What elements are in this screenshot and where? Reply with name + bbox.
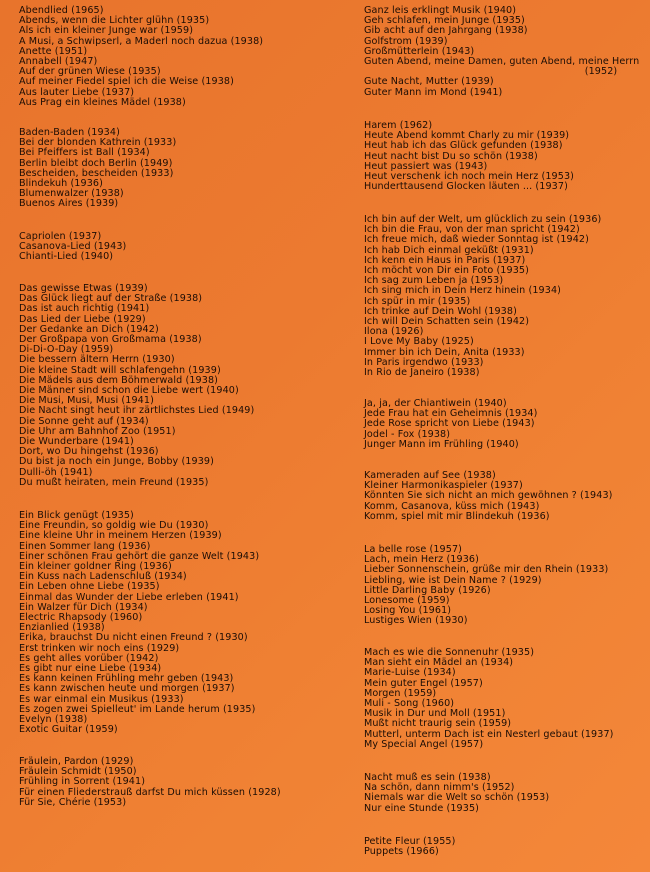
song-title: Ich hab Dich einmal geküßt (1931) bbox=[364, 244, 534, 256]
song-title: Di-Di-O-Day (1959) bbox=[19, 344, 114, 356]
song-title: Ilona (1926) bbox=[364, 326, 424, 338]
song-title: Aus lauter Liebe (1937) bbox=[19, 86, 135, 98]
song-title: Es kann zwischen heute und morgen (1937) bbox=[19, 683, 235, 695]
song-title: Ein Blick genügt (1935) bbox=[19, 510, 134, 521]
song-title: Fräulein Schmidt (1950) bbox=[19, 766, 137, 778]
song-title: Ich möcht von Dir ein Foto (1935) bbox=[364, 265, 529, 277]
song-title: Für Sie, Chérie (1953) bbox=[19, 796, 127, 808]
song-title: Geh schlafen, mein Junge (1935) bbox=[364, 15, 525, 27]
song-title: Golfstrom (1939) bbox=[364, 35, 448, 47]
song-title: Heute Abend kommt Charly zu mir (1939) bbox=[364, 130, 570, 142]
song-title: Guten Abend, meine Damen, guten Abend, meine Herrn bbox=[364, 56, 640, 68]
song-title: Gute Nacht, Mutter (1939) bbox=[364, 76, 494, 88]
song-title: Jede Rose spricht von Liebe (1943) bbox=[364, 418, 535, 430]
song-title: Muli - Song (1960) bbox=[364, 698, 455, 710]
song-title: Heut verschenk ich noch mein Herz (1953) bbox=[364, 171, 574, 183]
song-title: Ich sag zum Leben ja (1953) bbox=[364, 275, 504, 287]
song-title: Mußt nicht traurig sein (1959) bbox=[364, 718, 512, 730]
song-title: Capriolen (1937) bbox=[19, 231, 102, 242]
song-title-continuation: (1952) bbox=[584, 66, 618, 78]
song-title: Es kann keinen Frühling mehr geben (1943) bbox=[19, 673, 234, 685]
song-title: Aus Prag ein kleines Mädel (1938) bbox=[19, 96, 186, 108]
song-title: Komm, spiel mit mir Blindekuh (1936) bbox=[364, 510, 550, 522]
song-title: Losing You (1961) bbox=[364, 605, 452, 617]
song-title: Electric Rhapsody (1960) bbox=[19, 612, 143, 624]
song-title: Marie-Luise (1934) bbox=[364, 667, 456, 679]
song-title: Abends, wenn die Lichter glühn (1935) bbox=[19, 15, 210, 27]
song-title: Ein Walzer für Dich (1934) bbox=[19, 601, 148, 613]
song-title: Little Darling Baby (1926) bbox=[364, 584, 491, 596]
song-title: Petite Fleur (1955) bbox=[364, 836, 456, 847]
song-title: Puppets (1966) bbox=[364, 846, 439, 858]
song-title: Der Großpapa von Großmama (1938) bbox=[19, 334, 202, 346]
song-group bbox=[364, 773, 549, 814]
song-title: Jodel - Fox (1938) bbox=[364, 428, 451, 440]
song-title: Eine Freundin, so goldig wie Du (1930) bbox=[19, 520, 209, 532]
song-title: In Rio de Janeiro (1938) bbox=[364, 367, 480, 379]
song-title: Großmütterlein (1943) bbox=[364, 45, 475, 57]
song-title: Exotic Guitar (1959) bbox=[19, 724, 118, 736]
song-title: Als ich ein kleiner Junge war (1959) bbox=[19, 25, 194, 37]
song-group bbox=[19, 284, 254, 488]
song-title: Ganz leis erklingt Musik (1940) bbox=[364, 5, 517, 16]
song-title: Die Wunderbare (1941) bbox=[19, 436, 134, 448]
song-title: Nur eine Stunde (1935) bbox=[364, 802, 480, 814]
song-title: I Love My Baby (1925) bbox=[364, 336, 474, 348]
song-title: Einmal das Wunder der Liebe erleben (1941) bbox=[19, 591, 239, 603]
song-title: Musik in Dur und Moll (1951) bbox=[364, 708, 506, 720]
song-title: Auf der grünen Wiese (1935) bbox=[19, 66, 161, 78]
song-title: Die kleine Stadt will schlafengehn (1939) bbox=[19, 364, 221, 376]
song-title: Bei Pfeiffers ist Ball (1934) bbox=[19, 147, 150, 159]
song-title: Junger Mann im Frühling (1940) bbox=[364, 438, 519, 450]
song-title: Hunderttausend Glocken läuten ... (1937) bbox=[364, 181, 568, 193]
song-title: Du mußt heiraten, mein Freund (1935) bbox=[19, 476, 209, 488]
song-title: Evelyn (1938) bbox=[19, 714, 88, 726]
song-group bbox=[364, 6, 639, 98]
song-group bbox=[364, 399, 537, 450]
song-title: Heut nacht bist Du so schön (1938) bbox=[364, 150, 538, 162]
song-title: Kameraden auf See (1938) bbox=[364, 470, 496, 481]
song-title: Das ist auch richtig (1941) bbox=[19, 303, 150, 315]
song-title: Chianti-Lied (1940) bbox=[19, 251, 114, 263]
song-title: Blindekuh (1936) bbox=[19, 178, 103, 190]
song-title: Ich kenn ein Haus in Paris (1937) bbox=[364, 254, 526, 266]
song-title: Lonesome (1959) bbox=[364, 595, 450, 607]
song-title: Ein Leben ohne Liebe (1935) bbox=[19, 581, 160, 593]
song-title: Ich spür in mir (1935) bbox=[364, 295, 471, 307]
song-title: Heut hab ich das Glück gefunden (1938) bbox=[364, 140, 563, 152]
song-title: Kleiner Harmonikaspieler (1937) bbox=[364, 480, 523, 492]
song-group bbox=[364, 471, 613, 522]
song-title: Auf meiner Fiedel spiel ich die Weise (1938) bbox=[19, 76, 234, 88]
song-title: Das Lied der Liebe (1929) bbox=[19, 313, 146, 325]
song-title: Ich trinke auf Dein Wohl (1938) bbox=[364, 305, 517, 317]
song-title: Der Gedanke an Dich (1942) bbox=[19, 323, 159, 335]
song-title: Immer bin ich Dein, Anita (1933) bbox=[364, 346, 525, 358]
song-group bbox=[19, 511, 259, 735]
song-title: Anette (1951) bbox=[19, 45, 88, 57]
song-title: Mach es wie die Sonnenuhr (1935) bbox=[364, 647, 535, 658]
song-title: In Paris irgendwo (1933) bbox=[364, 356, 484, 368]
song-title: Buenos Aires (1939) bbox=[19, 198, 119, 210]
song-title: Abendlied (1965) bbox=[19, 5, 104, 16]
song-title: Liebling, wie ist Dein Name ? (1929) bbox=[364, 574, 542, 586]
song-title: Bei der blonden Kathrein (1933) bbox=[19, 137, 177, 149]
song-title: Bescheiden, bescheiden (1933) bbox=[19, 167, 174, 179]
song-title: Guter Mann im Mond (1941) bbox=[364, 86, 503, 98]
song-title: Erika, brauchst Du nicht einen Freund ? (1930) bbox=[19, 632, 248, 644]
song-title: Annabell (1947) bbox=[19, 56, 98, 68]
song-title: Fräulein, Pardon (1929) bbox=[19, 756, 134, 767]
song-title: Einen Sommer lang (1936) bbox=[19, 540, 151, 552]
song-title: Morgen (1959) bbox=[364, 687, 437, 699]
song-title: Es gibt nur eine Liebe (1934) bbox=[19, 663, 162, 675]
song-group bbox=[19, 128, 176, 210]
song-group bbox=[364, 545, 608, 627]
song-title: Die Uhr am Bahnhof Zoo (1951) bbox=[19, 425, 176, 437]
song-title: Dulli-öh (1941) bbox=[19, 466, 93, 478]
song-title: Die Mädels aus dem Böhmerwald (1938) bbox=[19, 374, 219, 386]
song-group bbox=[19, 232, 126, 263]
song-group bbox=[364, 215, 601, 378]
song-group bbox=[364, 648, 614, 750]
song-title: Ich bin auf der Welt, um glücklich zu sein (1936) bbox=[364, 214, 602, 225]
song-title: Es geht alles vorüber (1942) bbox=[19, 652, 159, 664]
song-title: Es zogen zwei Spielleut' im Lande herum (1935) bbox=[19, 703, 256, 715]
song-group bbox=[364, 837, 455, 857]
song-title: Für einen Fliederstrauß darfst Du mich küssen (1928) bbox=[19, 786, 281, 798]
song-title: Lach, mein Herz (1936) bbox=[364, 554, 479, 566]
song-group bbox=[364, 121, 574, 192]
song-title: Baden-Baden (1934) bbox=[19, 127, 120, 138]
song-title: A Musi, a Schwipserl, a Maderl noch dazua (1938) bbox=[19, 35, 264, 47]
song-title: Komm, Casanova, küss mich (1943) bbox=[364, 500, 540, 512]
song-title: Die Männer sind schon die Liebe wert (1940) bbox=[19, 385, 239, 397]
song-title: Blumenwalzer (1938) bbox=[19, 188, 124, 200]
song-title: Harem (1962) bbox=[364, 120, 433, 131]
song-title: Mutterl, unterm Dach ist ein Nesterl gebaut (1937) bbox=[364, 728, 614, 740]
song-title: Na schön, dann nimm's (1952) bbox=[364, 782, 515, 794]
song-title: Ich bin die Frau, von der man spricht (1942) bbox=[364, 224, 580, 236]
song-title: Jede Frau hat ein Geheimnis (1934) bbox=[364, 408, 538, 420]
song-title: Gib acht auf den Jahrgang (1938) bbox=[364, 25, 528, 37]
song-title: Könnten Sie sich nicht an mich gewöhnen ? (1943) bbox=[364, 490, 613, 502]
song-title: Frühling in Sorrent (1941) bbox=[19, 776, 146, 788]
song-title: Nacht muß es sein (1938) bbox=[364, 772, 491, 783]
song-title: Berlin bleibt doch Berlin (1949) bbox=[19, 157, 173, 169]
song-title: Ein Kuss nach Ladenschluß (1934) bbox=[19, 571, 187, 583]
song-title: Man sieht ein Mädel an (1934) bbox=[364, 657, 514, 669]
song-title: Ich freue mich, daß wieder Sonntag ist (1942) bbox=[364, 234, 589, 246]
song-title: Lieber Sonnenschein, grüße mir den Rhein (1933) bbox=[364, 564, 609, 576]
song-title: Heut passiert was (1943) bbox=[364, 160, 488, 172]
song-title: Ich will Dein Schatten sein (1942) bbox=[364, 316, 530, 328]
song-title: Das gewisse Etwas (1939) bbox=[19, 283, 148, 294]
song-title: Du bist ja noch ein Junge, Bobby (1939) bbox=[19, 456, 214, 468]
song-title: Lustiges Wien (1930) bbox=[364, 615, 468, 627]
song-group bbox=[19, 6, 263, 108]
song-title: My Special Angel (1957) bbox=[364, 738, 484, 750]
song-group bbox=[19, 757, 281, 808]
song-title: Die bessern ältern Herrn (1930) bbox=[19, 354, 175, 366]
song-title: Eine kleine Uhr in meinem Herzen (1939) bbox=[19, 530, 222, 542]
song-title: Die Musi, Musi, Musi (1941) bbox=[19, 395, 154, 407]
song-title: La belle rose (1957) bbox=[364, 544, 463, 555]
song-title: Ich sing mich in Dein Herz hinein (1934) bbox=[364, 285, 561, 297]
song-title: Die Sonne geht auf (1934) bbox=[19, 415, 149, 427]
song-title: Mein guter Engel (1957) bbox=[364, 677, 483, 689]
song-title: Casanova-Lied (1943) bbox=[19, 241, 127, 253]
song-title: Es war einmal ein Musikus (1933) bbox=[19, 693, 184, 705]
song-title: Dort, wo Du hingehst (1936) bbox=[19, 446, 159, 458]
song-title: Das Glück liegt auf der Straße (1938) bbox=[19, 293, 203, 305]
song-title: Enzianlied (1938) bbox=[19, 622, 105, 634]
song-title: Erst trinken wir noch eins (1929) bbox=[19, 642, 180, 654]
song-title: Niemals war die Welt so schön (1953) bbox=[364, 792, 550, 804]
song-title: Einer schönen Frau gehört die ganze Welt (1943) bbox=[19, 550, 260, 562]
song-title: Ja, ja, der Chiantiwein (1940) bbox=[364, 398, 507, 409]
song-title: Die Nacht singt heut ihr zärtlichstes Lied (1949) bbox=[19, 405, 255, 417]
song-title: Ein kleiner goldner Ring (1936) bbox=[19, 561, 172, 573]
